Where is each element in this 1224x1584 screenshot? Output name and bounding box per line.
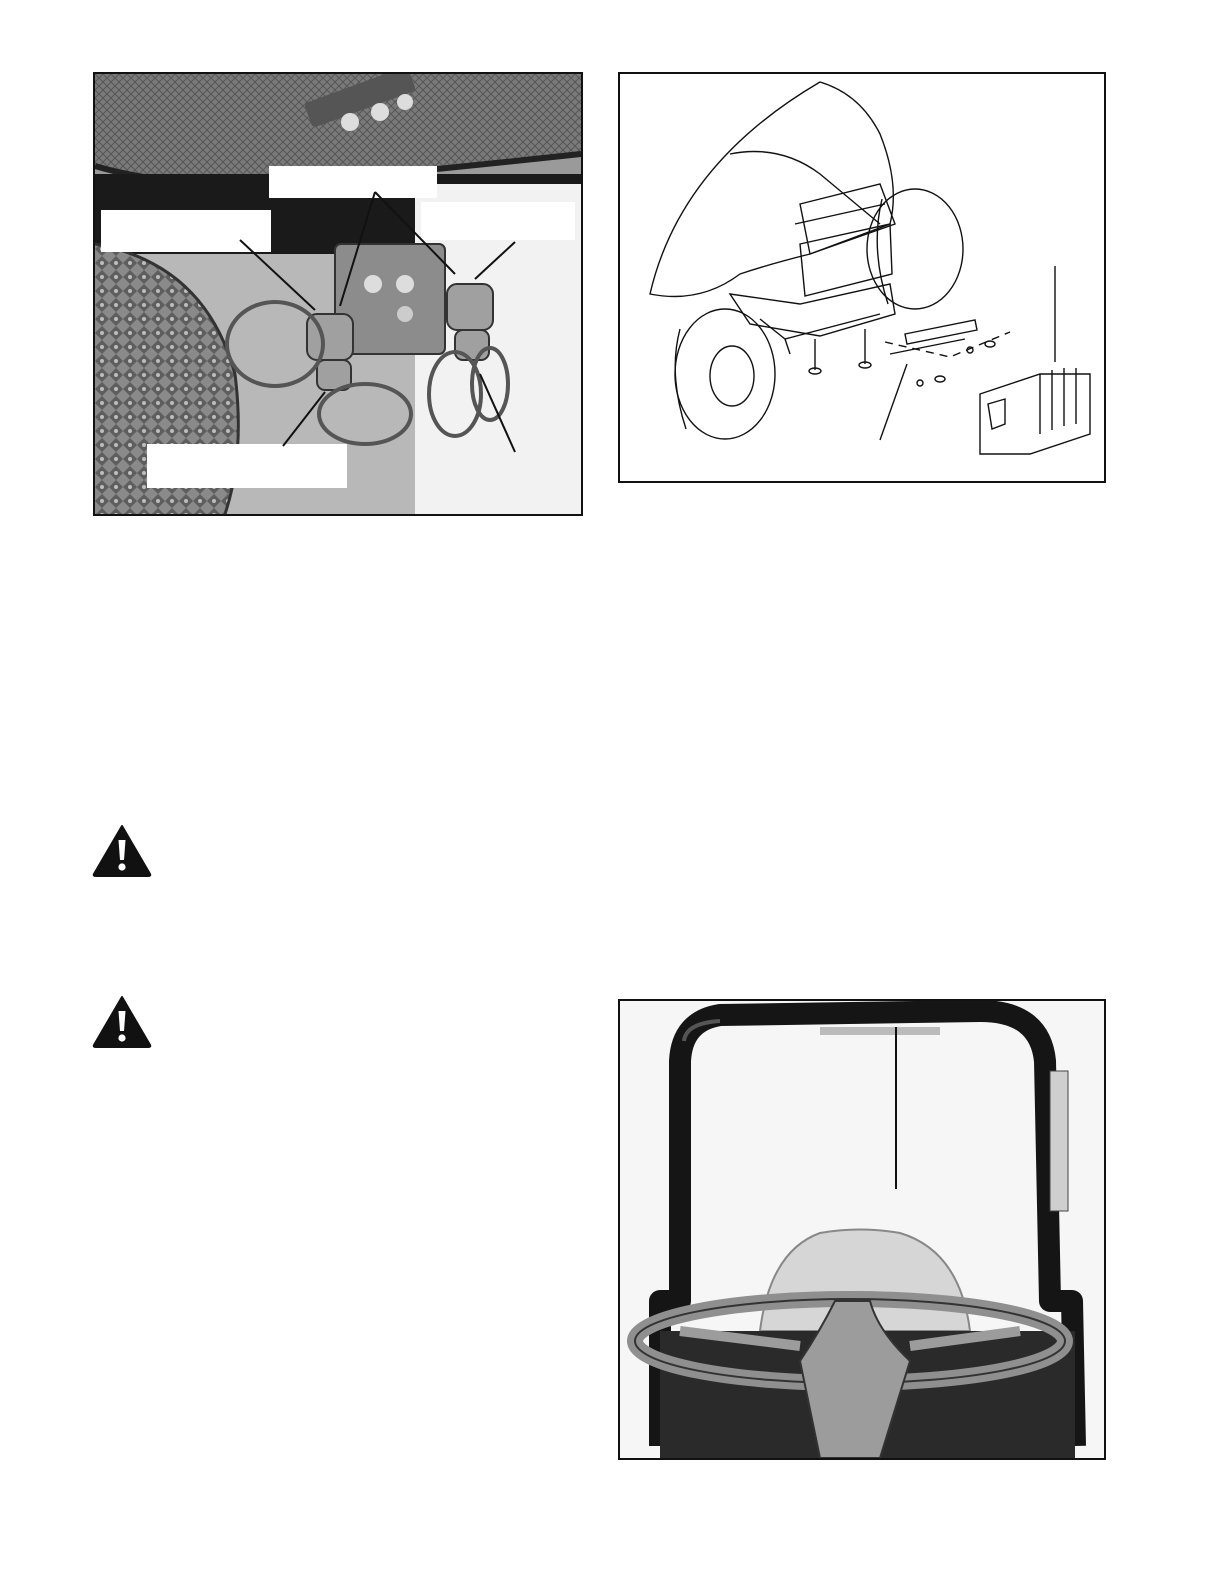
warning-triangle-icon bbox=[92, 824, 152, 878]
rops-frame-photo bbox=[618, 999, 1106, 1460]
warning-triangle-icon bbox=[92, 995, 152, 1049]
hydraulic-coupler-photo bbox=[93, 72, 583, 516]
hydraulic-coupler-illustration bbox=[95, 74, 581, 514]
front-weight-bracket-illustration bbox=[620, 74, 1104, 481]
rops-frame-illustration bbox=[620, 1001, 1104, 1458]
front-weight-bracket-diagram bbox=[618, 72, 1106, 483]
